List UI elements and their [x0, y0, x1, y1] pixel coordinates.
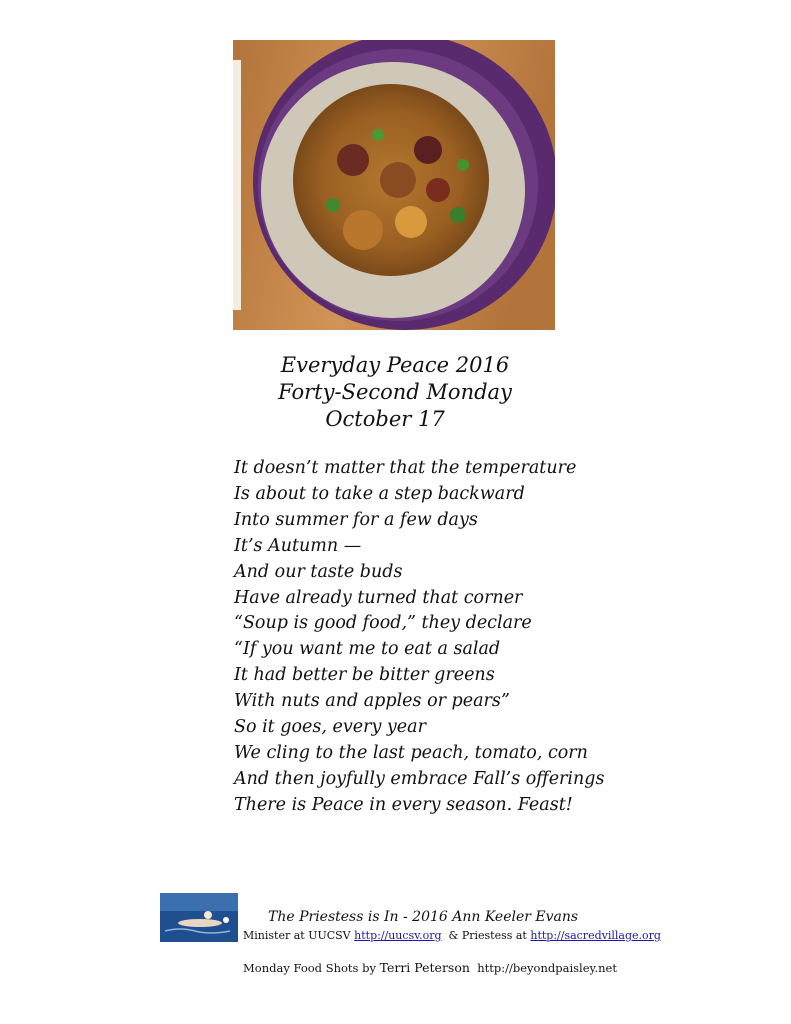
swimmer-photo — [160, 893, 238, 942]
poem-line: It’s Autumn — — [234, 535, 362, 556]
uucsv-link[interactable]: http://uucsv.org — [354, 929, 442, 942]
page-title: Everyday Peace 2016 — [280, 353, 510, 377]
poem — [234, 456, 654, 819]
poem-line: We cling to the last peach, tomato, corn — [234, 742, 588, 763]
photographer-name: Terri Peterson — [379, 960, 470, 975]
poem-line: And our taste buds — [234, 561, 403, 582]
footer-subline — [243, 929, 661, 942]
soup-photo — [233, 40, 555, 330]
footer-title: The Priestess is In - 2016 Ann Keeler Evans — [268, 909, 579, 925]
sacredvillage-link[interactable]: http://sacredvillage.org — [530, 929, 661, 942]
subtitle: Forty-Second Monday — [278, 380, 512, 404]
photo-credits — [243, 960, 617, 975]
poem-line: So it goes, every year — [234, 717, 426, 738]
credits-url: http://beyondpaisley.net — [477, 961, 617, 975]
poem-line: Have already turned that corner — [234, 587, 523, 608]
poem-line: “Soup is good food,” they declare — [234, 613, 532, 634]
poem-line: It had better be bitter greens — [234, 665, 495, 686]
heading — [230, 352, 560, 433]
minister-text: Minister at UUCSV — [243, 929, 351, 942]
priestess-text: & Priestess at — [448, 929, 527, 942]
date: October 17 — [325, 407, 445, 431]
poem-line: And then joyfully embrace Fall’s offerings — [234, 768, 605, 789]
poem-line: “If you want me to eat a salad — [234, 639, 501, 660]
poem-line: Into summer for a few days — [234, 509, 478, 530]
poem-line: It doesn’t matter that the temperature — [234, 458, 577, 478]
credits-prefix: Monday Food Shots by — [243, 961, 376, 975]
poem-line: With nuts and apples or pears” — [234, 691, 510, 712]
poem-line: Is about to take a step backward — [234, 483, 525, 504]
poem-line: There is Peace in every season. Feast! — [234, 794, 573, 815]
